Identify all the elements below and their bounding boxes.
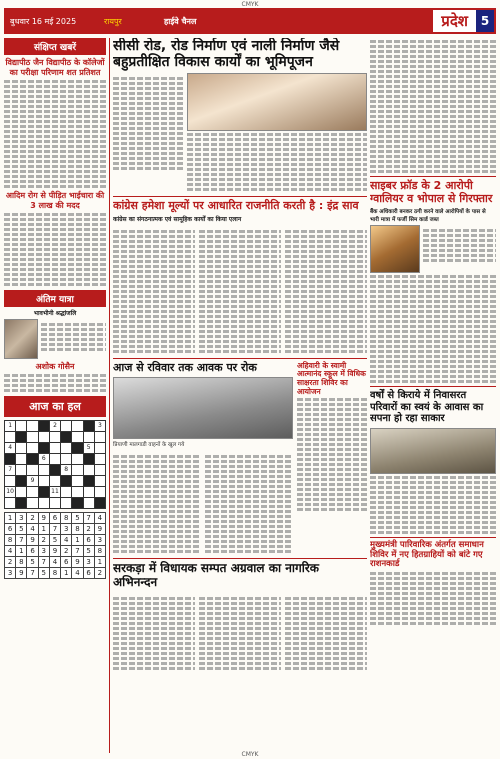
story-5-headline: वर्षों से किराये में निवासरत परिवारों का स्वयं के आवास का सपना हो रहा साकार [370,390,484,425]
story-3-caption: प्रियाणी मालगाडी वाहनों के खुल गये [113,442,185,449]
story-7-body [370,572,496,625]
story-1-photo [187,73,367,131]
obituary-extra [4,374,106,392]
story-5-photo [370,428,496,474]
story-1-body-b [187,133,367,191]
story-3-photo [113,377,293,439]
story-1-body-a [113,75,183,193]
section-title: प्रदेश [433,10,476,32]
right-top-body [370,40,496,173]
obituary-subtitle: भावभीनी श्रद्धांजलि [33,310,77,317]
page-number: 5 [476,10,494,32]
story-1-headline: सीसी रोड, रोड निर्माण एवं नाली निर्माण जैसे बहुप्रतीक्षित विकास कार्यों का भूमिपूजन [113,38,340,71]
story-4-headline: अहिवारी के स्वामी आत्मानंद स्कूल में विधिक साक्षरता शिविर का आयोजन [297,360,366,396]
sudoku-grid: 1 3 2 9 6 8 5 7 4 6 5 4 1 7 3 8 2 9 8 7 9 2 5 4 1 6 3 4 1 6 3 9 2 7 5 8 2 8 5 7 4 6 9 3 1 3 9 7 5 8 1 4 6 2 [4,512,106,579]
left-column [4,38,110,753]
right-story-1-body-b [370,275,496,383]
header-tag: हाईवे चैनल [164,16,197,26]
briefs-title: संक्षिप्त खबरें [4,38,106,55]
story-7-headline: मुख्यमंत्री पारिवारिक अंतर्गत समाधान शिविर में नए हितग्राहियों को बांटे गए राशनकार्ड [370,539,484,570]
story-3-body [113,451,293,555]
story-3-headline: आज से रविवार तक आवक पर रोक [113,360,257,374]
story-2-kicker: कांग्रेस का संगठनात्मक एवं सामूहिक कार्यों का किया एलान [113,215,242,223]
story-2-headline: कांग्रेस हमेशा मूल्यों पर आधारित राजनीति करती है : इंद्र साव [113,199,359,213]
brief-2-body [4,213,106,286]
right-story-1-body-a [423,227,496,273]
crossword-grid: 1 2 3 4 5 6 7 8 9 10 11 [4,420,106,509]
right-story-1-headline: साइबर फ्रॉड के 2 आरोपी ग्वालियर व भोपाल से गिरफ्तार [370,179,493,205]
obituary-body [41,321,106,359]
header-date: बुधवार 16 मई 2025 [10,16,77,26]
cmyk-mark: CMYK [241,1,259,8]
brief-2-headline: आदिम रोग से पीड़ित भाईचारा की 3 लाख की मदद [5,191,105,210]
story-6-headline: सरकड़ा में विधायक सम्पत अग्रवाल का नागरिक अभिनन्दन [113,561,319,590]
obituary-name: अशोक गोसैन [35,362,75,371]
right-story-1-kicker: बैंक अधिकारी बनकर ठगी करने वाले आरोपियों के पास से भारी मात्रा में फर्जी सिम कार्ड जब्त [370,209,486,224]
right-column [370,38,496,753]
right-story-1-photo [370,225,420,273]
brief-1-headline: विद्यापीठ जैन विद्यापीठ के कॉलेजों का परीक्षा परिणाम शत प्रतिशत [5,58,105,77]
main-column [113,38,367,753]
story-6-body [113,593,367,672]
obituary-photo [4,319,38,359]
page-header [4,8,496,34]
story-2-body [113,226,367,355]
obituary-title: अंतिम यात्रा [4,290,106,307]
header-city: रायपुर [104,16,122,26]
cmyk-mark-bottom: CMYK [241,751,259,758]
story-4-body [297,398,367,511]
brief-1-body [4,80,106,188]
crossword-title: आज का हल [4,396,106,417]
story-5-body [370,476,496,534]
